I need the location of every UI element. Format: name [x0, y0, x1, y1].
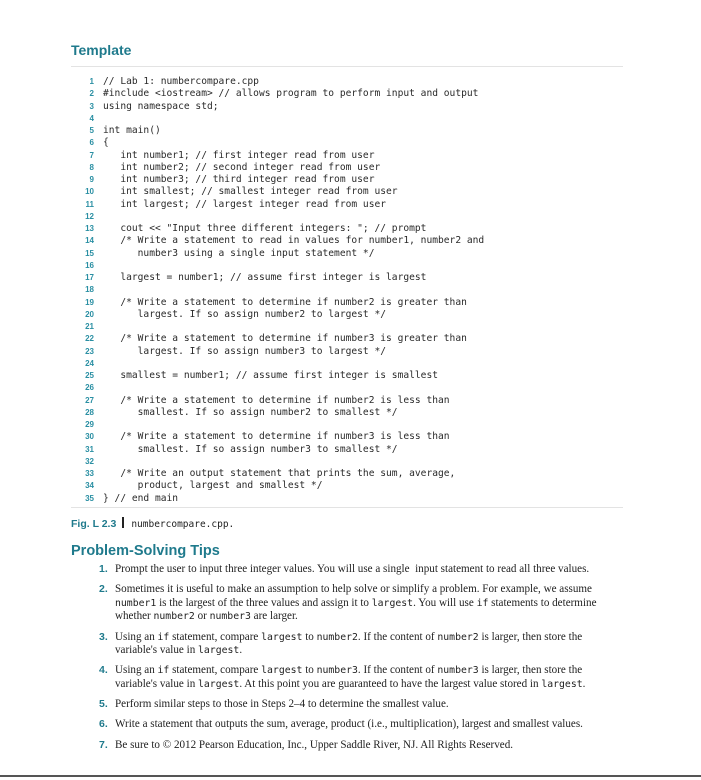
line-number: 23: [85, 346, 94, 356]
line-number: 28: [85, 407, 94, 417]
line-number: 31: [85, 444, 94, 454]
code-text: /* Write a statement to determine if number2 is greater than: [103, 296, 467, 308]
line-number: 14: [85, 236, 94, 246]
code-line: [78, 321, 598, 333]
tip-item: [99, 739, 621, 753]
tips-list: [99, 563, 621, 759]
tip-text: Using an if statement, compare largest to number3. If the content of number3 is larger, then store the variable's value in largest. At this point you are guaranteed to have the largest value stored in largest.: [115, 664, 586, 690]
code-line: [78, 199, 598, 211]
code-text: int number2; // second integer read from user: [103, 161, 381, 173]
code-line: [78, 407, 598, 419]
code-line: [78, 456, 598, 468]
code-line: [78, 113, 598, 125]
line-number: 21: [85, 322, 94, 331]
tip-item: [99, 698, 621, 712]
code-line: [78, 284, 598, 296]
line-number: 11: [85, 199, 94, 209]
line-number: 3: [89, 101, 94, 111]
tip-number: 3.: [99, 630, 108, 643]
line-number: 12: [85, 211, 94, 221]
figure-label: Fig. L 2.3: [71, 518, 117, 530]
code-line: [78, 162, 598, 174]
tip-number: 4.: [99, 664, 108, 677]
figure-filename: numbercompare.cpp.: [131, 519, 235, 530]
code-line: [78, 235, 598, 247]
code-line: [78, 223, 598, 235]
line-number: 5: [89, 126, 94, 135]
line-number: 25: [85, 371, 94, 380]
code-text: int main(): [103, 125, 161, 136]
code-line: [78, 358, 598, 370]
code-line: [78, 493, 598, 505]
code-text: cout << "Input three different integers: "; // prompt: [103, 223, 427, 234]
code-text: largest. If so assign number2 to largest */: [103, 308, 387, 320]
figure-caption: [71, 517, 234, 530]
code-text: number3 using a single input statement */: [103, 247, 375, 259]
code-bottom-rule: [71, 507, 623, 508]
line-number: 15: [85, 248, 94, 258]
line-number: 10: [85, 187, 94, 197]
code-line: [78, 88, 598, 100]
code-line: [78, 101, 598, 113]
code-text: smallest = number1; // assume first integer is smallest: [103, 370, 439, 381]
line-number: 27: [85, 395, 94, 405]
tip-number: 5.: [99, 698, 108, 711]
code-text: using namespace std;: [103, 100, 219, 112]
code-line: [78, 150, 598, 162]
tip-text: Be sure to © 2012 Pearson Education, Inc., Upper Saddle River, NJ. All Rights Reserved.: [115, 738, 514, 751]
code-line: [78, 297, 598, 309]
line-number: 9: [89, 175, 94, 184]
tip-text: Write a statement that outputs the sum, average, product (i.e., multiplication), largest and smallest values.: [115, 718, 583, 731]
line-number: 30: [85, 432, 94, 442]
code-text: /* Write a statement to read in values for number1, number2 and: [103, 235, 485, 247]
code-line: [78, 272, 598, 284]
code-line: [78, 419, 598, 431]
line-number: 34: [85, 481, 94, 491]
tip-text: Sometimes it is useful to make an assumption to help solve or simplify a problem. For example, we assume number1 is the largest of the three values and assign it to largest. You will use if statements to determine whether number2 or number3 are larger.: [115, 583, 597, 623]
code-line: [78, 186, 598, 198]
code-line: [78, 76, 598, 88]
code-text: // Lab 1: numbercompare.cpp: [103, 76, 259, 87]
code-text: int smallest; // smallest integer read from user: [103, 186, 398, 198]
line-number: 22: [85, 334, 94, 344]
code-text: smallest. If so assign number3 to smallest */: [103, 443, 398, 455]
line-number: 16: [85, 260, 94, 270]
tip-text: Prompt the user to input three integer values. You will use a single input statement to read all three values.: [115, 563, 590, 575]
code-line: [78, 333, 598, 345]
code-text: int number3; // third integer read from user: [103, 174, 375, 185]
code-line: [78, 431, 598, 443]
tip-item: [99, 718, 621, 732]
code-line: [78, 346, 598, 358]
line-number: 20: [85, 309, 94, 319]
page-bottom-rule: [0, 775, 701, 777]
template-heading: Template: [71, 42, 132, 58]
line-number: 26: [85, 383, 94, 393]
code-line: [78, 211, 598, 223]
line-number: 24: [85, 358, 94, 368]
code-text: } // end main: [103, 492, 179, 504]
tip-number: 7.: [99, 738, 108, 751]
line-number: 4: [89, 113, 94, 123]
line-number: 7: [89, 150, 94, 160]
code-line: [78, 444, 598, 456]
code-text: int largest; // largest integer read from user: [103, 198, 387, 210]
tip-item: [99, 664, 621, 691]
tip-item: [99, 563, 621, 577]
code-line: [78, 137, 598, 149]
line-number: 29: [85, 420, 94, 429]
tip-text: Using an if statement, compare largest to number2. If the content of number2 is larger, then store the variable's value in largest.: [115, 630, 583, 657]
line-number: 19: [85, 297, 94, 307]
tip-item: [99, 583, 621, 624]
tips-heading: Problem-Solving Tips: [71, 543, 220, 559]
line-number: 33: [85, 469, 94, 478]
caption-separator: [122, 517, 124, 528]
tip-text: Perform similar steps to those in Steps 2–4 to determine the smallest value.: [115, 698, 449, 711]
code-text: /* Write a statement to determine if number3 is less than: [103, 431, 450, 443]
code-top-rule: [71, 66, 623, 67]
code-line: [78, 382, 598, 394]
line-number: 6: [89, 138, 94, 148]
line-number: 2: [89, 89, 94, 99]
line-number: 35: [85, 493, 94, 503]
line-number: 32: [85, 456, 94, 466]
code-line: [78, 125, 598, 137]
code-text: largest = number1; // assume first integer is largest: [103, 272, 427, 283]
code-text: #include <iostream> // allows program to perform input and output: [103, 88, 479, 100]
code-text: smallest. If so assign number2 to smallest */: [103, 406, 398, 418]
code-line: [78, 260, 598, 272]
cropped-top-text: [0, 0, 701, 6]
code-line: [78, 174, 598, 186]
code-text: /* Write an output statement that prints the sum, average,: [103, 468, 456, 479]
code-listing: [78, 76, 598, 505]
line-number: 17: [85, 273, 94, 282]
line-number: 18: [85, 285, 94, 295]
line-number: 13: [85, 224, 94, 233]
line-number: 1: [89, 77, 94, 86]
line-number: 8: [89, 162, 94, 172]
code-line: [78, 480, 598, 492]
code-line: [78, 468, 598, 480]
code-line: [78, 370, 598, 382]
code-text: int number1; // first integer read from user: [103, 149, 375, 161]
tip-number: 1.: [99, 563, 108, 575]
code-text: product, largest and smallest */: [103, 480, 323, 492]
code-line: [78, 248, 598, 260]
code-text: largest. If so assign number3 to largest */: [103, 345, 387, 357]
tip-item: [99, 631, 621, 658]
code-text: {: [103, 137, 109, 149]
tip-number: 2.: [99, 583, 108, 596]
code-text: /* Write a statement to determine if number3 is greater than: [103, 333, 467, 345]
code-text: /* Write a statement to determine if number2 is less than: [103, 394, 450, 406]
tip-number: 6.: [99, 718, 108, 731]
code-line: [78, 309, 598, 321]
code-line: [78, 395, 598, 407]
